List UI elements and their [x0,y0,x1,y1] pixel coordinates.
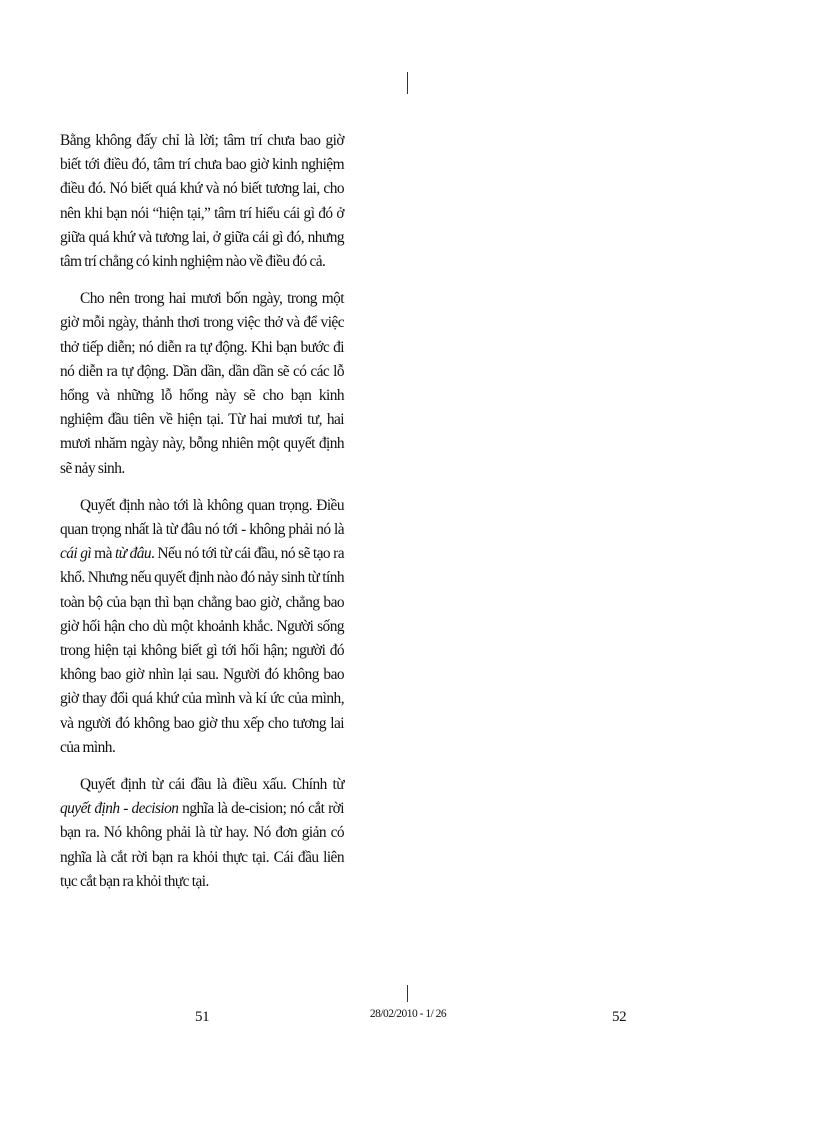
left-page-number: 51 [195,1009,210,1025]
paragraph-3-text-a: Quyết định nào tới là không quan trọng. Điều quan trọng nhất là từ đâu nó tới - không phải nó là [60,496,344,539]
paragraph-2: Cho nên trong hai mươi bốn ngày, trong một giờ mỗi ngày, thảnh thơi trong việc thở và để việc thở tiếp diễn; nó diễn ra tự động. Khi bạn bước đi nó diễn ra tự động. Dần dần, dần dần sẽ có các lỗ hổng và những lỗ hổng này sẽ cho bạn kinh nghiệm đầu tiên về hiện tại. Từ hai mươi tư, hai mươi nhăm ngày này, bỗng nhiên một quyết định sẽ nảy sinh. [60,290,344,477]
paragraph-3-text-e: . Nếu nó tới từ cái đầu, nó sẽ tạo ra khổ. Nhưng nếu quyết định nào đó nảy sinh từ tính toàn bộ của bạn thì bạn chẳng bao giờ, chẳng bao giờ hối hận cho dù một khoảnh khắc. Người sống trong hiện tại không biết gì tới hối hận; người đó không bao giờ nhìn lại sau. Người đó không bao giờ thay đổi quá khứ của mình và kí ức của mình, và người đó không bao giờ thu xếp cho tương lai của mình. [60,545,344,756]
right-page-number: 52 [612,1009,627,1025]
print-date-stamp: 28/02/2010 - 1/ 26 [369,1008,447,1020]
paragraph-3-italic-b: cái gì [60,545,92,563]
paragraph-4-text-c: nghĩa là de-cision; nó cắt rời bạn ra. Nó không phải là từ hay. Nó đơn giản có nghĩa là cắt rời bạn ra khỏi thực tại. Cái đầu liên tục cắt bạn ra khỏi thực tại. [60,800,344,890]
paragraph-4-text-a: Quyết định từ cái đầu là điều xấu. Chính từ [80,776,344,794]
text-column [60,129,344,907]
paragraph-3-text-c: mà [91,545,115,563]
paragraph-4 [60,773,344,894]
center-fold-mark-bottom [407,985,408,1002]
paragraph-3-italic-d: từ đâu [114,545,152,563]
paragraph-4-italic-b: quyết định - decision [60,800,179,818]
paragraph-3 [60,494,344,760]
paragraph-1: Bằng không đấy chỉ là lời; tâm trí chưa bao giờ biết tới điều đó, tâm trí chưa bao giờ kinh nghiệm điều đó. Nó biết quá khứ và nó biết tương lai, cho nên khi bạn nói “hiện tại,” tâm trí hiểu cái gì đó ở giữa quá khứ và tương lai, ở giữa cái gì đó, nhưng tâm trí chẳng có kinh nghiệm nào về điều đó cả. [60,132,344,271]
center-fold-mark-top [407,72,408,94]
